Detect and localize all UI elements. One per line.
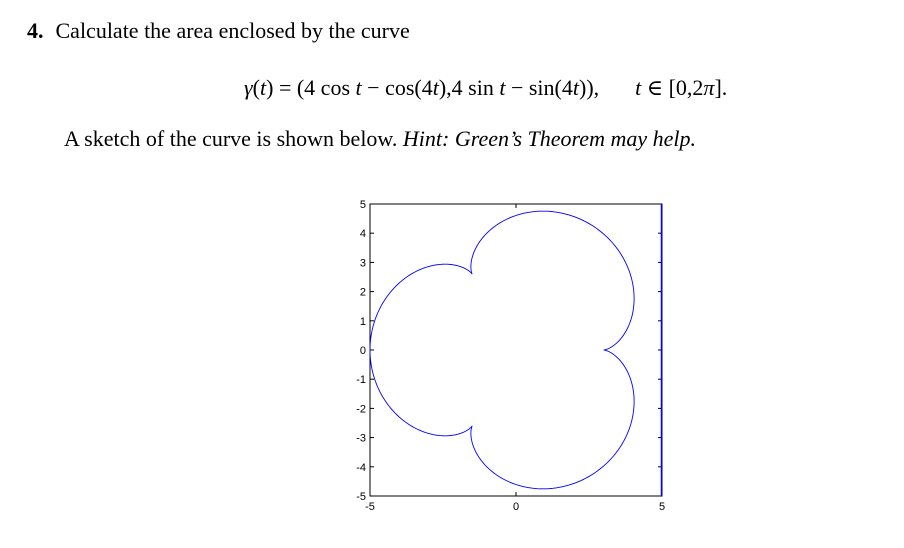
eq-t5: t xyxy=(635,75,642,100)
eq-t1: t xyxy=(355,75,362,100)
eq-pi: π xyxy=(703,75,715,100)
y-tick-label: 2 xyxy=(359,286,366,299)
y-tick-label: -2 xyxy=(356,403,366,416)
eq-part-d: − sin(4 xyxy=(505,75,573,100)
eq-part-e: )), xyxy=(579,75,600,100)
y-tick-label: -1 xyxy=(356,374,366,387)
eq-t3: t xyxy=(499,75,506,100)
problem-statement xyxy=(27,18,410,44)
curve-plot xyxy=(320,190,692,532)
eq-gamma: γ xyxy=(244,75,253,100)
eq-arg: t xyxy=(260,75,267,100)
sketch-caption xyxy=(64,126,696,152)
plot-frame xyxy=(370,204,662,496)
eq-t4: t xyxy=(572,75,579,100)
y-tick-label: 4 xyxy=(359,228,366,241)
problem-number: 4. xyxy=(27,18,44,43)
y-tick-label: -3 xyxy=(356,432,366,445)
caption-hint: Hint: Green’s Theorem may help. xyxy=(402,126,696,151)
caption-text: A sketch of the curve is shown below. xyxy=(64,126,403,151)
eq-part-c: ),4 sin xyxy=(438,75,500,100)
x-tick-label: -5 xyxy=(365,501,375,513)
eq-domain: ∈ [0,2 xyxy=(641,75,704,100)
curve-equation: γ(t) = (4 cos t − cos(4t),4 sin t − sin(4t)), t ∈ [0,2π]. xyxy=(244,75,728,100)
eq-part-a: = (4 cos xyxy=(273,75,356,100)
y-tick-label: 3 xyxy=(359,257,366,270)
curve-line xyxy=(370,211,634,489)
eq-domain-close: ]. xyxy=(714,75,728,100)
eq-t2: t xyxy=(432,75,439,100)
x-tick-label: 5 xyxy=(658,501,666,513)
eq-part-b: − cos(4 xyxy=(361,75,433,100)
y-tick-label: 5 xyxy=(359,199,366,211)
y-tick-label: 1 xyxy=(359,315,366,328)
y-tick-label: 0 xyxy=(359,345,366,357)
problem-text: Calculate the area enclosed by the curve xyxy=(55,18,410,43)
y-tick-label: -5 xyxy=(356,491,366,503)
x-tick-label: 0 xyxy=(512,501,520,513)
y-tick-label: -4 xyxy=(356,461,366,474)
